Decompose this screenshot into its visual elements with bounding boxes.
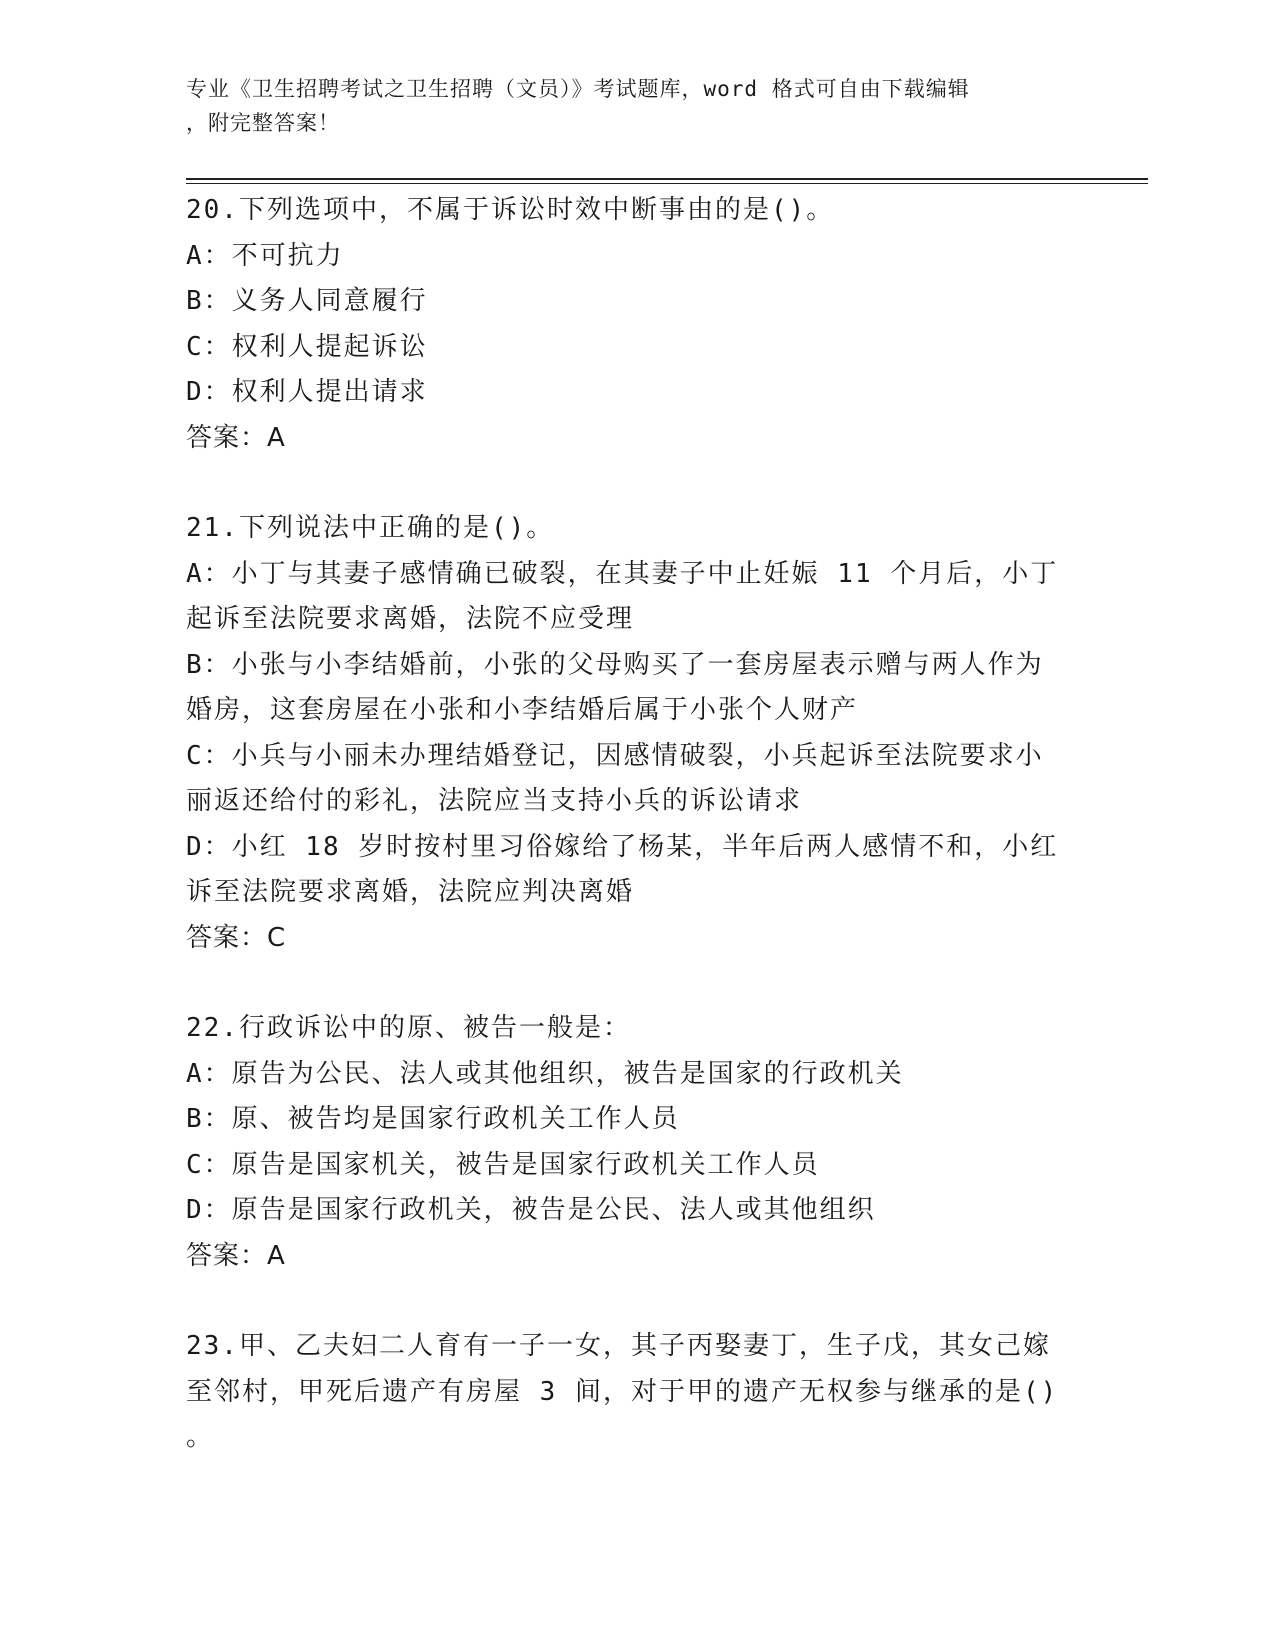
question-stem: 20.下列选项中，不属于诉讼时效中断事由的是()。 [186,195,835,225]
option-d: D：小红 18 岁时按村里习俗嫁给了杨某，半年后两人感情不和，小红 [186,831,1059,862]
option-a: A：不可抗力 [186,240,344,271]
option-a-continued: 起诉至法院要求离婚，法院不应受理 [186,604,635,634]
header-line-1: 专业《卫生招聘考试之卫生招聘（文员）》考试题库，word 格式可自由下载编辑 [186,77,970,101]
option-c: C：权利人提起诉讼 [186,331,428,362]
option-a: A：原告为公民、法人或其他组织，被告是国家的行政机关 [186,1058,904,1089]
answer-label: 答案：A [186,1240,286,1271]
question-22 [186,1006,1076,1279]
header-line-2: ，附完整答案！ [186,111,340,135]
option-c: C：原告是国家机关，被告是国家行政机关工作人员 [186,1149,820,1180]
option-a: A：小丁与其妻子感情确已破裂，在其妻子中止妊娠 11 个月后，小丁 [186,558,1059,589]
question-stem: 21.下列说法中正确的是()。 [186,513,555,543]
question-21 [186,506,1076,961]
option-d: D：原告是国家行政机关，被告是公民、法人或其他组织 [186,1195,876,1225]
option-b: B：小张与小李结婚前，小张的父母购买了一套房屋表示赠与两人作为 [186,649,1044,680]
question-list [186,188,1076,1461]
option-d-continued: 诉至法院要求离婚，法院应判决离婚 [186,877,635,907]
answer-label: 答案：C [186,922,287,953]
option-b-continued: 婚房，这套房屋在小张和小李结婚后属于小张个人财产 [186,695,859,725]
option-c: C：小兵与小丽未办理结婚登记，因感情破裂，小兵起诉至法院要求小 [186,740,1044,771]
option-d: D：权利人提出请求 [186,377,428,407]
option-b: B：原、被告均是国家行政机关工作人员 [186,1104,680,1134]
question-stem-continued: 至邻村，甲死后遗产有房屋 3 间，对于甲的遗产无权参与继承的是() [186,1376,1059,1407]
question-stem: 23.甲、乙夫妇二人育有一子一女，其子丙娶妻丁，生子戊，其女己嫁 [186,1331,1051,1361]
question-stem-end: 。 [186,1422,215,1452]
question-stem: 22.行政诉讼中的原、被告一般是： [186,1013,631,1043]
option-c-continued: 丽返还给付的彩礼，法院应当支持小兵的诉讼请求 [186,786,803,816]
question-23 [186,1324,1076,1461]
document-header [186,72,1066,140]
option-b: B：义务人同意履行 [186,286,428,316]
header-divider [186,178,1148,184]
question-20 [186,188,1076,461]
answer-label: 答案：A [186,422,286,453]
